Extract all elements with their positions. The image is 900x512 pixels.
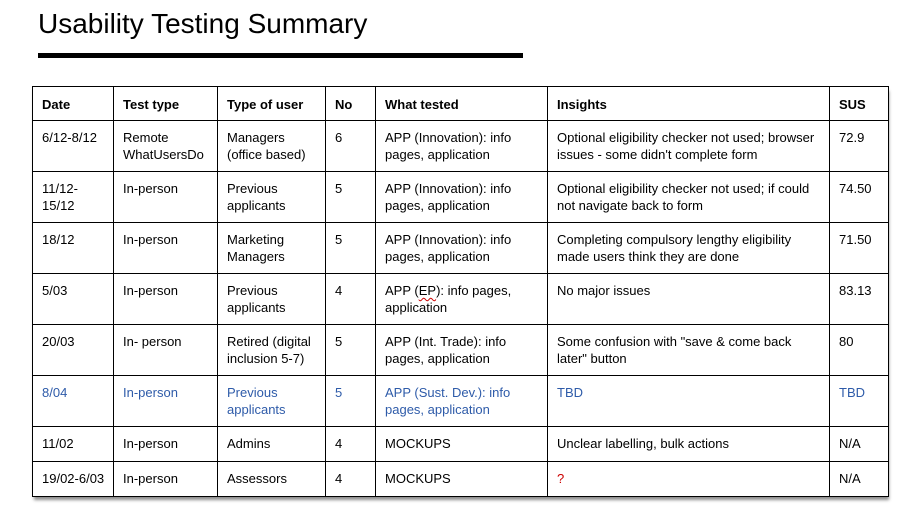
cell-date: 20/03 bbox=[33, 325, 114, 376]
cell-insights: Some confusion with "save & come back later" button bbox=[548, 325, 830, 376]
cell-what-tested: APP (Innovation): info pages, application bbox=[376, 223, 548, 274]
cell-date: 19/02-6/03 bbox=[33, 462, 114, 497]
cell-what-tested: APP (Int. Trade): info pages, application bbox=[376, 325, 548, 376]
cell-sus: TBD bbox=[830, 376, 889, 427]
cell-insights: TBD bbox=[548, 376, 830, 427]
cell-test-type: In-person bbox=[114, 376, 218, 427]
cell-sus: 74.50 bbox=[830, 172, 889, 223]
cell-sus: N/A bbox=[830, 462, 889, 497]
cell-what-tested: APP (EP): info pages, application bbox=[376, 274, 548, 325]
cell-what-tested: APP (Innovation): info pages, application bbox=[376, 121, 548, 172]
cell-insights: Completing compulsory lengthy eligibility made users think they are done bbox=[548, 223, 830, 274]
cell-sus: 80 bbox=[830, 325, 889, 376]
table-row bbox=[33, 462, 889, 497]
table-row bbox=[33, 274, 889, 325]
column-header-insights: Insights bbox=[548, 87, 830, 121]
cell-sus: N/A bbox=[830, 427, 889, 462]
cell-type-of-user: Previous applicants bbox=[218, 172, 326, 223]
title-underline bbox=[38, 53, 523, 58]
cell-what-tested: MOCKUPS bbox=[376, 462, 548, 497]
cell-test-type: In- person bbox=[114, 325, 218, 376]
table-body bbox=[33, 121, 889, 497]
cell-what-tested: APP (Sust. Dev.): info pages, application bbox=[376, 376, 548, 427]
cell-insights: Unclear labelling, bulk actions bbox=[548, 427, 830, 462]
cell-insights: Optional eligibility checker not used; if could not navigate back to form bbox=[548, 172, 830, 223]
cell-insights: ? bbox=[548, 462, 830, 497]
cell-insights: No major issues bbox=[548, 274, 830, 325]
cell-test-type: Remote WhatUsersDo bbox=[114, 121, 218, 172]
column-header-type-of-user: Type of user bbox=[218, 87, 326, 121]
cell-date: 18/12 bbox=[33, 223, 114, 274]
column-header-date: Date bbox=[33, 87, 114, 121]
cell-date: 8/04 bbox=[33, 376, 114, 427]
column-header-no: No bbox=[326, 87, 376, 121]
cell-type-of-user: Previous applicants bbox=[218, 274, 326, 325]
cell-date: 6/12-8/12 bbox=[33, 121, 114, 172]
cell-date: 11/12-15/12 bbox=[33, 172, 114, 223]
cell-type-of-user: Previous applicants bbox=[218, 376, 326, 427]
cell-sus: 83.13 bbox=[830, 274, 889, 325]
table-row bbox=[33, 172, 889, 223]
cell-test-type: In-person bbox=[114, 172, 218, 223]
table-row bbox=[33, 427, 889, 462]
cell-what-tested: MOCKUPS bbox=[376, 427, 548, 462]
cell-no: 4 bbox=[326, 462, 376, 497]
cell-no: 4 bbox=[326, 274, 376, 325]
cell-what-tested: APP (Innovation): info pages, application bbox=[376, 172, 548, 223]
cell-sus: 72.9 bbox=[830, 121, 889, 172]
cell-test-type: In-person bbox=[114, 427, 218, 462]
cell-no: 5 bbox=[326, 172, 376, 223]
cell-date: 11/02 bbox=[33, 427, 114, 462]
table-row bbox=[33, 325, 889, 376]
table-header bbox=[33, 87, 889, 121]
usability-testing-table bbox=[32, 86, 889, 497]
cell-type-of-user: Admins bbox=[218, 427, 326, 462]
cell-no: 5 bbox=[326, 325, 376, 376]
cell-type-of-user: Retired (digital inclusion 5-7) bbox=[218, 325, 326, 376]
cell-no: 5 bbox=[326, 376, 376, 427]
column-header-sus: SUS bbox=[830, 87, 889, 121]
cell-date: 5/03 bbox=[33, 274, 114, 325]
table-row bbox=[33, 223, 889, 274]
cell-insights: Optional eligibility checker not used; browser issues - some didn't complete form bbox=[548, 121, 830, 172]
cell-no: 4 bbox=[326, 427, 376, 462]
cell-sus: 71.50 bbox=[830, 223, 889, 274]
cell-test-type: In-person bbox=[114, 223, 218, 274]
table-header-row bbox=[33, 87, 889, 121]
cell-test-type: In-person bbox=[114, 462, 218, 497]
cell-no: 6 bbox=[326, 121, 376, 172]
cell-test-type: In-person bbox=[114, 274, 218, 325]
column-header-test-type: Test type bbox=[114, 87, 218, 121]
misspelled-word: EP bbox=[418, 283, 437, 298]
page-title: Usability Testing Summary bbox=[38, 8, 368, 39]
cell-type-of-user: Assessors bbox=[218, 462, 326, 497]
cell-no: 5 bbox=[326, 223, 376, 274]
table-row bbox=[33, 376, 889, 427]
cell-type-of-user: Marketing Managers bbox=[218, 223, 326, 274]
table-row bbox=[33, 121, 889, 172]
column-header-what-tested: What tested bbox=[376, 87, 548, 121]
cell-type-of-user: Managers (office based) bbox=[218, 121, 326, 172]
